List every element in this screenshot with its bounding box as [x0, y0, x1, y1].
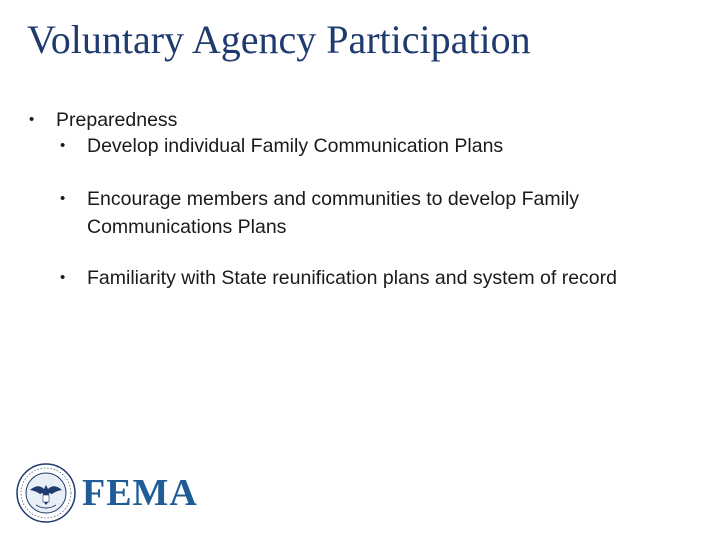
bullet-dot: •	[29, 111, 35, 128]
sub-bullet-item	[60, 185, 607, 241]
fema-logo	[16, 463, 198, 523]
bullet-item	[29, 106, 676, 134]
bullet-dot: •	[60, 190, 66, 207]
sub-bullet-item	[60, 264, 647, 292]
dhs-seal-icon	[16, 463, 76, 523]
bullet-dot: •	[60, 137, 66, 154]
bullet-text: Preparedness	[56, 109, 178, 131]
slide-title: Voluntary Agency Participation	[27, 17, 531, 62]
sub-bullet-text: Encourage members and communities to develop Family Communications Plans	[87, 188, 580, 238]
fema-wordmark: FEMA	[82, 472, 198, 514]
sub-bullet-item	[60, 132, 687, 160]
bullet-dot: •	[60, 269, 66, 286]
sub-bullet-text: Develop individual Family Communication Plans	[87, 135, 504, 157]
sub-bullet-text: Familiarity with State reunification plans and system of record	[87, 267, 617, 289]
